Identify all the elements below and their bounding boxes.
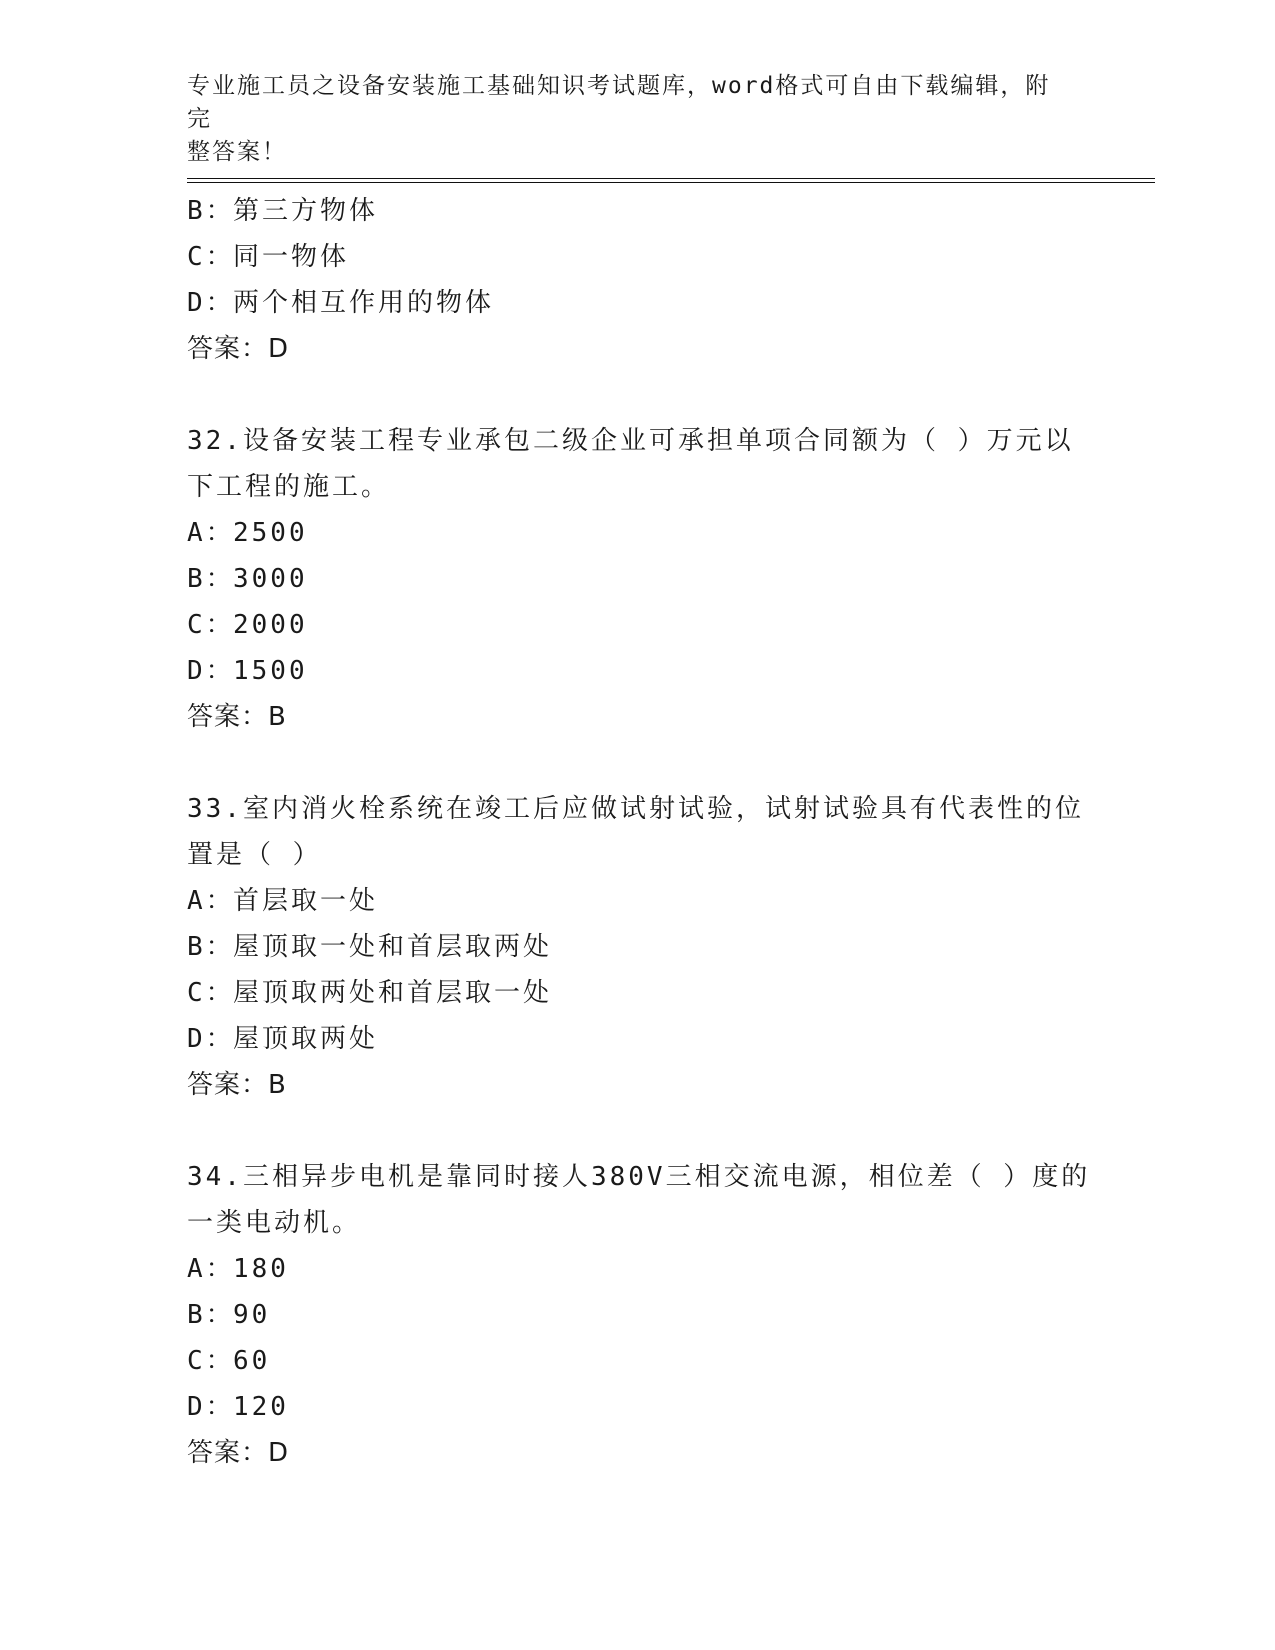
header-line-1: 专业施工员之设备安装施工基础知识考试题库，word格式可自由下载编辑，附完 (187, 73, 1051, 132)
option-d (187, 280, 1087, 326)
option-c (187, 234, 1087, 280)
spacer (187, 1108, 1087, 1154)
question-text-line-2: 一类电动机。 (187, 1208, 362, 1238)
option-letter: A： (187, 886, 235, 916)
answer-line: 答案：D (187, 1438, 290, 1468)
option-text: 第三方物体 (233, 196, 379, 226)
option-c (187, 970, 1087, 1016)
answer-line: 答案：B (187, 1070, 287, 1100)
option-text: 180 (233, 1254, 289, 1284)
option-b (187, 556, 1087, 602)
option-c (187, 602, 1087, 648)
option-text: 120 (233, 1392, 289, 1422)
option-text: 1500 (233, 656, 308, 686)
header-divider (187, 178, 1155, 183)
option-b (187, 1292, 1087, 1338)
option-letter: D： (187, 288, 235, 318)
question-text-line-2: 下工程的施工。 (187, 472, 391, 502)
question-text-line-1: 32.设备安装工程专业承包二级企业可承担单项合同额为（ ）万元以 (187, 426, 1074, 456)
option-d (187, 1016, 1087, 1062)
option-letter: C： (187, 610, 235, 640)
option-letter: B： (187, 932, 235, 962)
option-letter: D： (187, 1392, 235, 1422)
option-letter: C： (187, 1346, 235, 1376)
option-letter: D： (187, 1024, 235, 1054)
option-letter: A： (187, 518, 235, 548)
option-a (187, 1246, 1087, 1292)
document-body (187, 188, 1091, 1476)
option-b (187, 188, 1087, 234)
question-text-line-1: 33.室内消火栓系统在竣工后应做试射试验，试射试验具有代表性的位 (187, 794, 1084, 824)
option-d (187, 648, 1087, 694)
option-a (187, 510, 1087, 556)
document-header (187, 70, 1067, 169)
option-b (187, 924, 1087, 970)
answer-line: 答案：D (187, 334, 290, 364)
option-text: 同一物体 (233, 242, 350, 272)
question-text-line-1: 34.三相异步电机是靠同时接人380V三相交流电源，相位差（ ）度的 (187, 1162, 1091, 1192)
option-text: 两个相互作用的物体 (233, 288, 495, 318)
option-text: 2500 (233, 518, 308, 548)
option-text: 首层取一处 (233, 886, 379, 916)
option-letter: A： (187, 1254, 235, 1284)
option-c (187, 1338, 1087, 1384)
option-d (187, 1384, 1087, 1430)
option-a (187, 878, 1087, 924)
option-letter: B： (187, 564, 235, 594)
option-letter: C： (187, 242, 235, 272)
option-text: 60 (233, 1346, 271, 1376)
option-text: 屋顶取两处和首层取一处 (233, 978, 553, 1008)
option-text: 90 (233, 1300, 271, 1330)
option-letter: B： (187, 196, 235, 226)
answer-line: 答案：B (187, 702, 287, 732)
option-text: 3000 (233, 564, 308, 594)
option-text: 屋顶取两处 (233, 1024, 379, 1054)
option-letter: B： (187, 1300, 235, 1330)
spacer (187, 372, 1087, 418)
option-text: 2000 (233, 610, 308, 640)
option-text: 屋顶取一处和首层取两处 (233, 932, 553, 962)
option-letter: D： (187, 656, 235, 686)
question-text-line-2: 置是（ ） (187, 840, 322, 870)
option-letter: C： (187, 978, 235, 1008)
header-line-2: 整答案！ (187, 139, 287, 165)
spacer (187, 740, 1087, 786)
